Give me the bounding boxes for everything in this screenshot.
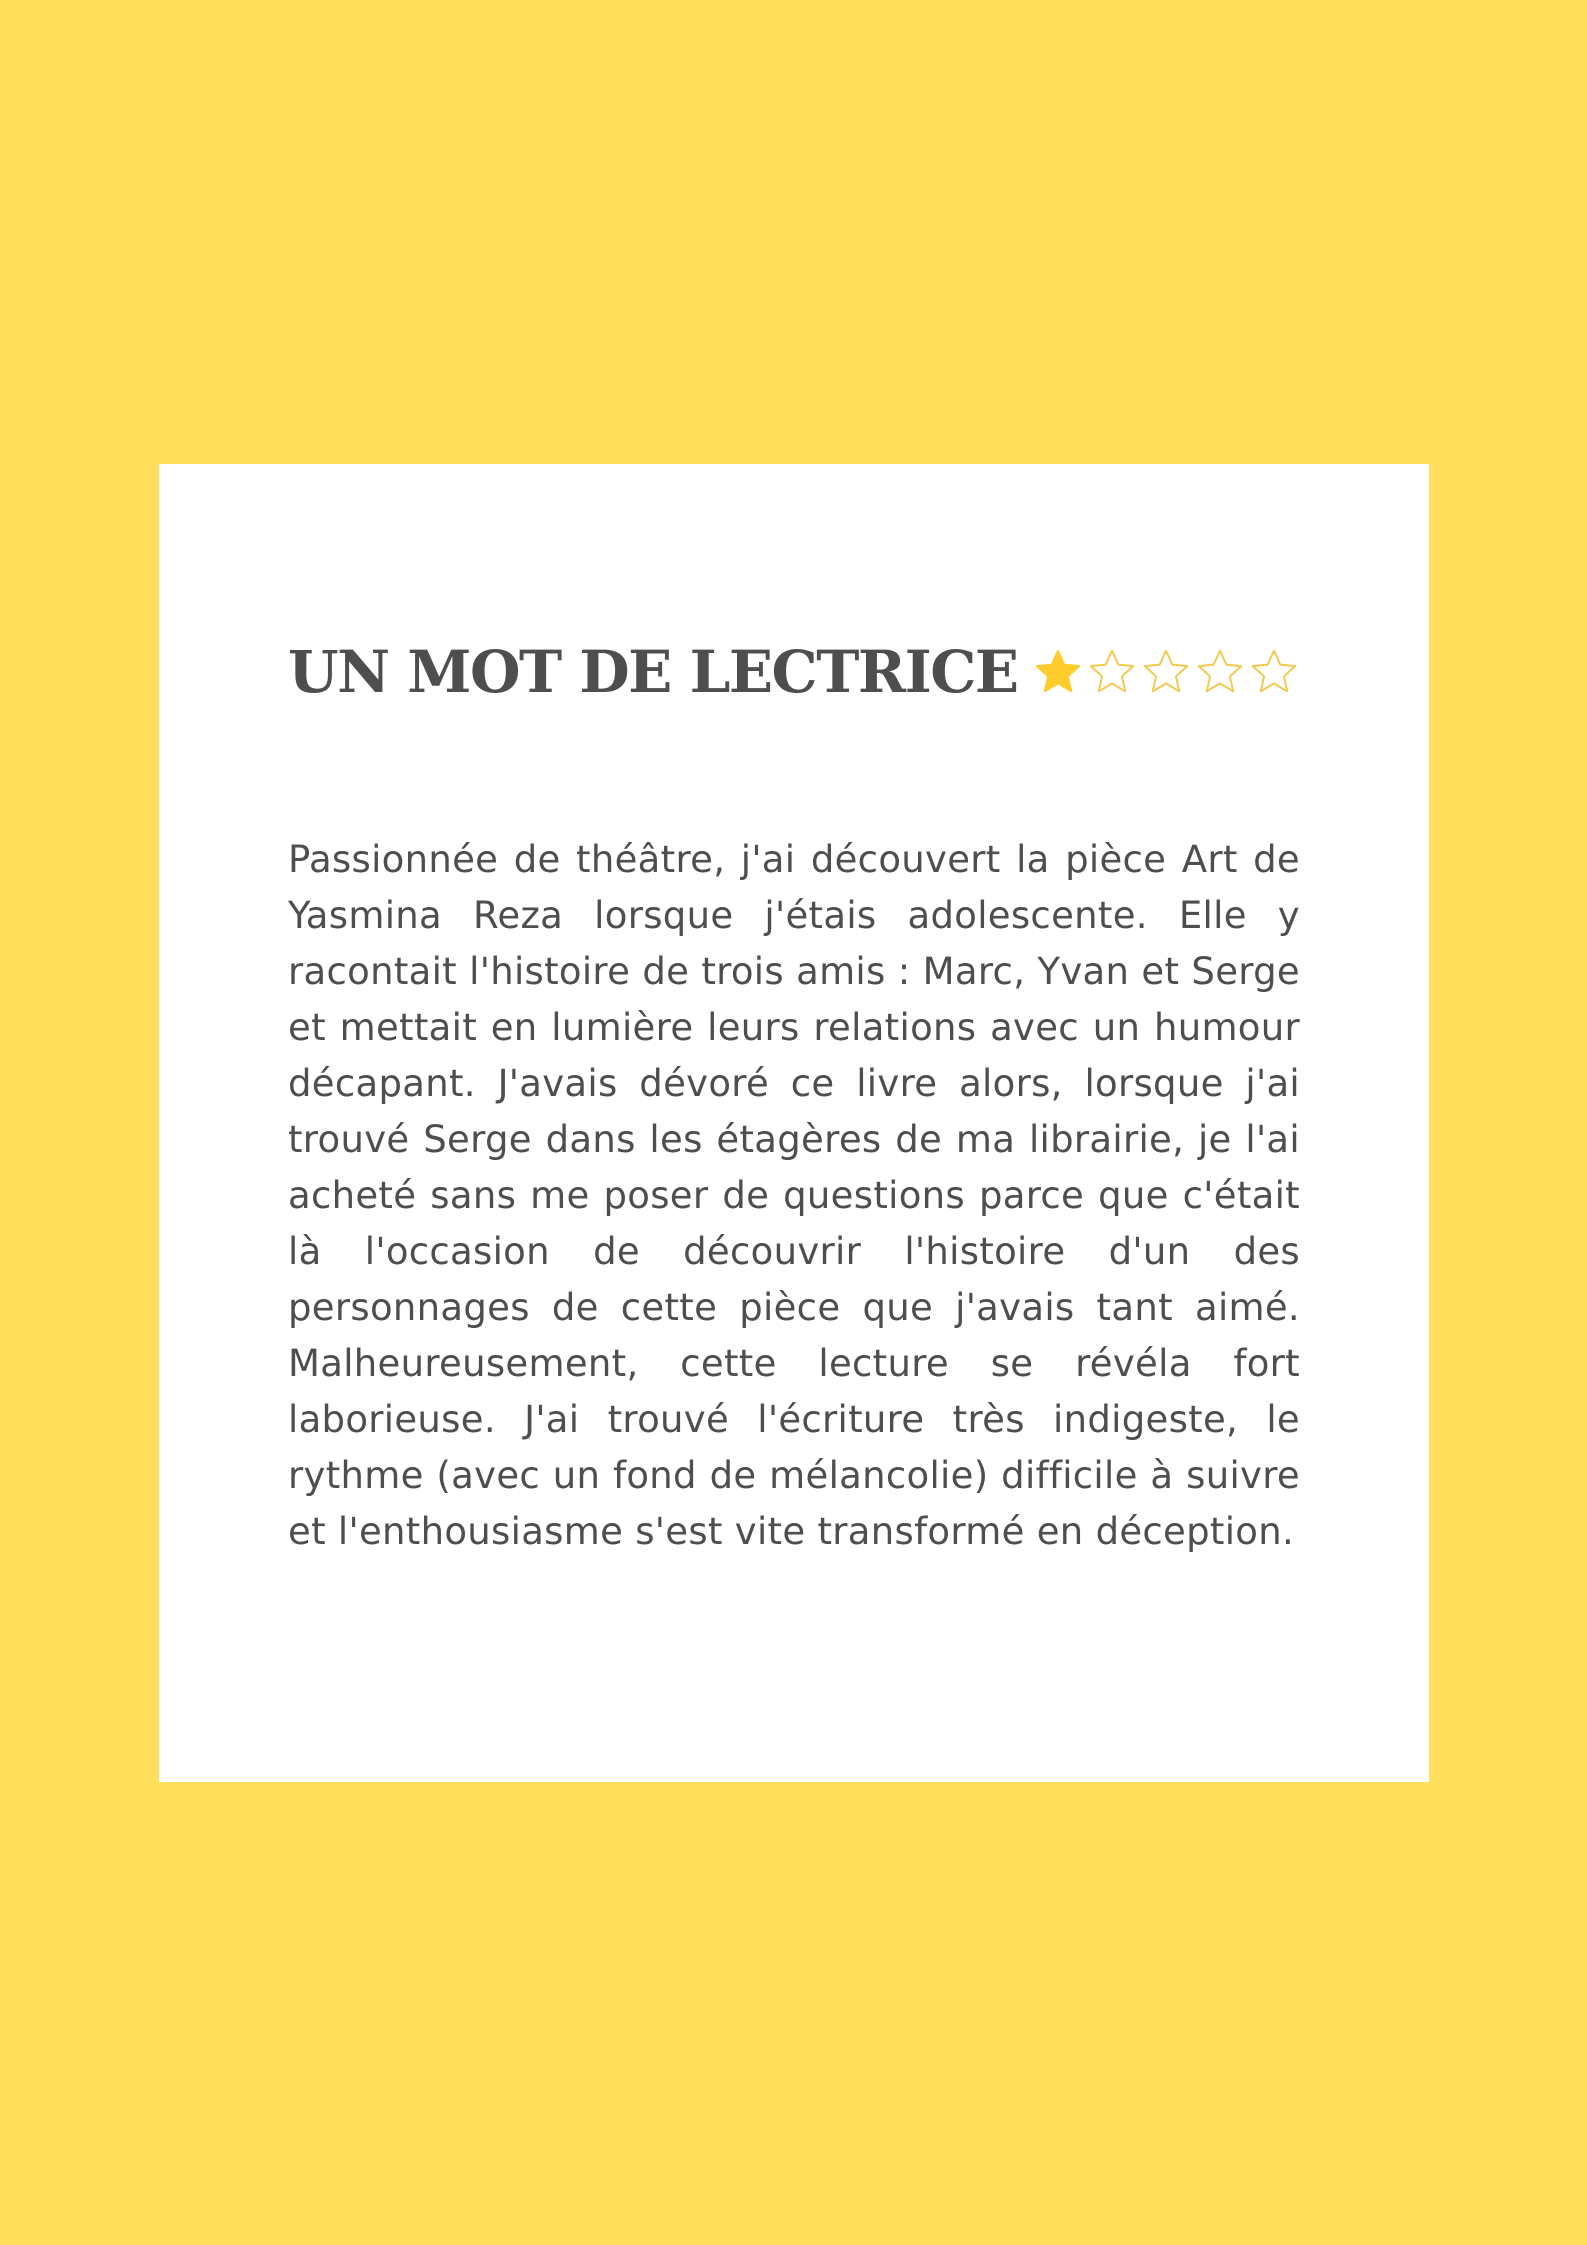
- star-icon-4: [1194, 646, 1246, 698]
- review-card: [159, 464, 1429, 1782]
- star-icon-3: [1140, 646, 1192, 698]
- star-icon-1: [1032, 646, 1084, 698]
- review-text: Passionnée de théâtre, j'ai découvert la pièce Art de Yasmina Reza lorsque j'étais adolescente. Elle y racontait l'histoire de trois amis : Marc, Yvan et Serge et mettait en lumière leurs relations avec un humour décapant. J'avais dévoré ce livre alors, lorsque j'ai trouvé Serge dans les étagères de ma librairie, je l'ai acheté sans me poser de questions parce que c'était là l'occasion de découvrir l'histoire d'un des personnages de cette pièce que j'avais tant aimé. Malheureusement, cette lecture se révéla fort laborieuse. J'ai trouvé l'écriture très indigeste, le rythme (avec un fond de mélancolie) difficile à suivre et l'enthousiasme s'est vite transformé en déception.: [288, 838, 1300, 1553]
- review-header: [288, 632, 1300, 712]
- review-title: UN MOT DE LECTRICE: [288, 638, 1018, 706]
- star-rating: [1032, 646, 1300, 698]
- star-icon-5: [1248, 646, 1300, 698]
- star-icon-2: [1086, 646, 1138, 698]
